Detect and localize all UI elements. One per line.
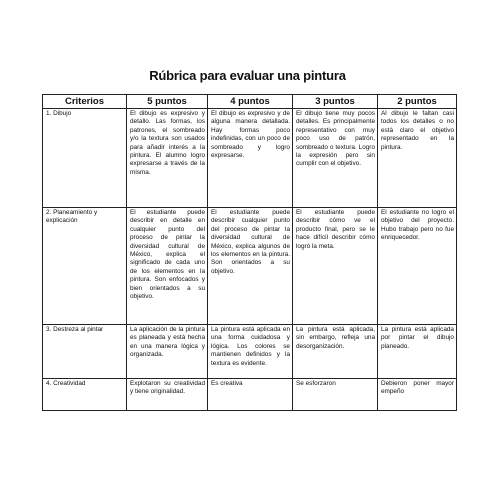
score-4-cell: El estudiante puede describir cualquier punto del proceso de pintar la diversidad cultural de México, explica algunos de los elementos en la pintura. Son orientados a su objetivo. <box>208 208 293 325</box>
criterion-cell: 2. Planeamiento y explicación <box>43 208 127 325</box>
score-2-cell: El estudiante no logro el objetivo del proyecto. Hubo trabajo pero no fue enriquecedor. <box>378 208 457 325</box>
score-3-cell: El dibujo tiene muy pocos detalles. Es principalmente representativo con muy poco uso de patrón, sombreado o textura. Logro la expresión pero sin cumplir con el objetivo. <box>293 109 378 208</box>
score-3-cell: Se esforzaron <box>293 379 378 411</box>
score-4-cell: La pintura está aplicada en una forma cuidadosa y lógica. Los colores se mantienen definidos y la textura es evidente. <box>208 325 293 379</box>
table-row <box>43 208 457 325</box>
header-row <box>43 95 457 109</box>
header-5-puntos: 5 puntos <box>127 95 208 109</box>
score-3-cell: El estudiante puede describir cómo ve el producto final, pero se le hace difícil describir cómo logró la meta. <box>293 208 378 325</box>
score-2-cell: Al dibujo le faltan casi todos los detalles o no está claro el objetivo representado en la pintura. <box>378 109 457 208</box>
criterion-cell: 3. Destreza al pintar <box>43 325 127 379</box>
score-4-cell: Es creativa <box>208 379 293 411</box>
header-criterios: Criterios <box>43 95 127 109</box>
criterion-cell: 4. Creatividad <box>43 379 127 411</box>
table-row <box>43 325 457 379</box>
score-5-cell: Explotaron su creatividad y tiene originalidad. <box>127 379 208 411</box>
table-row <box>43 109 457 208</box>
rubric-table <box>42 94 457 411</box>
score-2-cell: Debieron poner mayor empeño <box>378 379 457 411</box>
score-5-cell: El dibujo es expresivo y detallo. Las formas, los patrones, el sombreado y/o la textura son usados para añadir interés a la pintura. El alumno logro expresarse a través de la misma. <box>127 109 208 208</box>
score-2-cell: La pintura está aplicada por pintar el dibujo planeado. <box>378 325 457 379</box>
header-4-puntos: 4 puntos <box>208 95 293 109</box>
score-3-cell: La pintura está aplicada, sin embargo, refleja una desorganización. <box>293 325 378 379</box>
header-2-puntos: 2 puntos <box>378 95 457 109</box>
score-5-cell: La aplicación de la pintura es planeada y está hecha en una manera lógica y organizada. <box>127 325 208 379</box>
score-4-cell: El dibujo es expresivo y de alguna manera detallada. Hay formas poco indefinidas, con un poco de sombreado y logro expresarse. <box>208 109 293 208</box>
header-3-puntos: 3 puntos <box>293 95 378 109</box>
criterion-cell: 1. Dibujo <box>43 109 127 208</box>
table-row <box>43 379 457 411</box>
score-5-cell: El estudiante puede describir en detalle en cualquier punto del proceso de pintar la diversidad cultural de México, explica el significado de cada uno de los elementos en la pintura. Son enfocados y bien orientados a su objetivo. <box>127 208 208 325</box>
document-title: Rúbrica para evaluar una pintura <box>149 68 346 83</box>
